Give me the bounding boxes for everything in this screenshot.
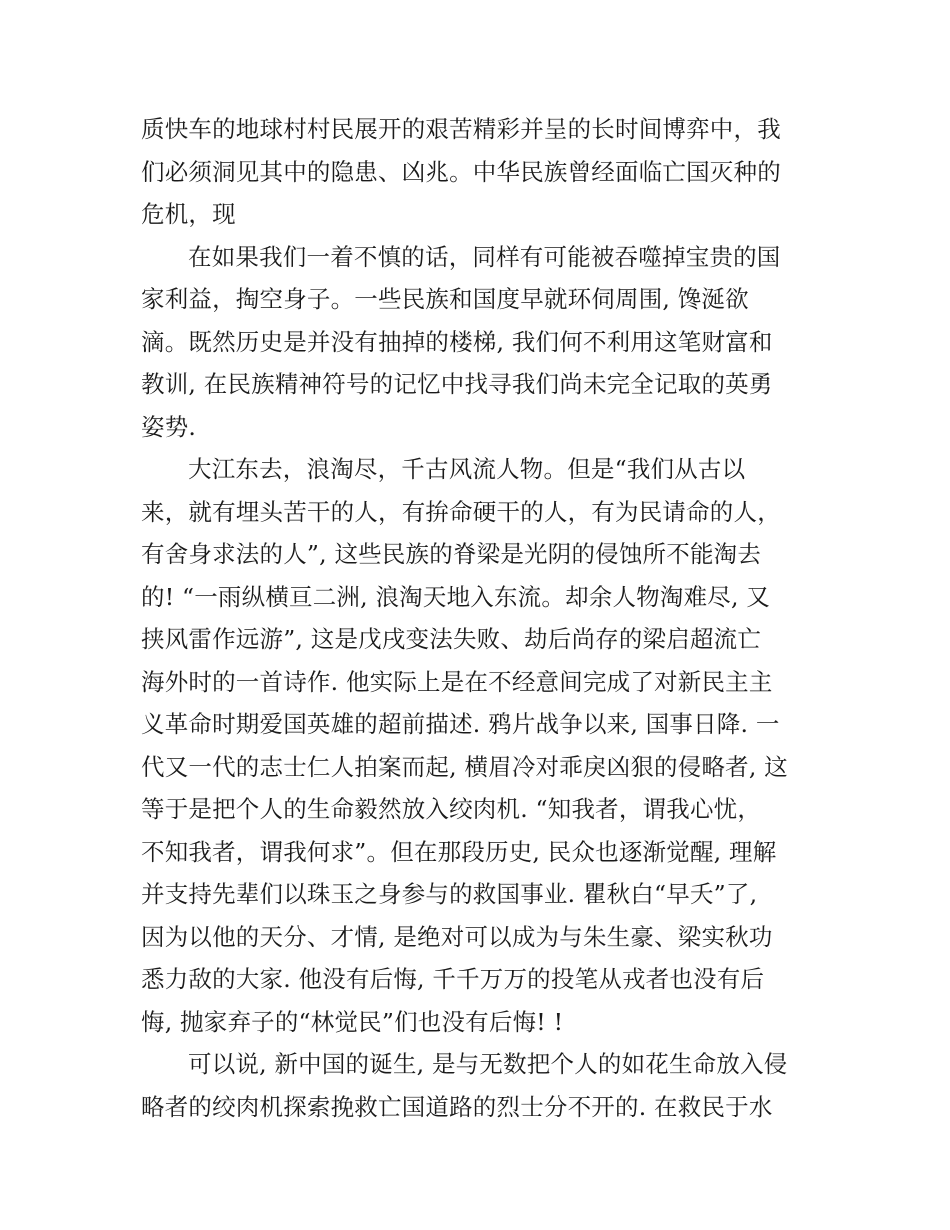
- text-line: 海外时的一首诗作. 他实际上是在不经意间完成了对新民主主: [141, 667, 773, 696]
- text-line: 有舍身求法的人”, 这些民族的脊梁是光阴的侵蚀所不能淘去: [141, 540, 762, 568]
- text-line: 大江东去，浪淘尽，千古风流人物。但是“我们从古以: [188, 455, 746, 483]
- text-line: 家利益，掏空身子。一些民族和国度早就环伺周围, 馋涎欲: [141, 285, 749, 313]
- text-line: 滴。既然历史是并没有抽掉的楼梯, 我们何不利用这笔财富和: [141, 327, 773, 356]
- paragraph-2: [141, 236, 813, 449]
- text-line: 不知我者，谓我何求”。但在那段历史, 民众也逐渐觉醒, 理解: [141, 837, 777, 866]
- text-line: 义革命时期爱国英雄的超前描述. 鸦片战争以来, 国事日降. 一: [141, 710, 780, 738]
- text-line: 可以说, 新中国的诞生, 是与无数把个人的如花生命放入侵: [188, 1050, 788, 1078]
- text-line: 挟风雷作远游”, 这是戊戌变法失败、劫后尚存的梁启超流亡: [141, 625, 762, 653]
- text-line: 因为以他的天分、才情, 是绝对可以成为与朱生豪、梁实秋功: [141, 922, 773, 951]
- text-line: 悉力敌的大家. 他没有后悔, 千千万万的投笔从戎者也没有后: [141, 965, 765, 993]
- text-line: 质快车的地球村村民展开的艰苦精彩并呈的长时间博弈中，我: [141, 115, 781, 143]
- text-line: 略者的绞肉机探索挽救亡国道路的烈士分不开的. 在救民于水: [141, 1092, 773, 1121]
- text-line: 的! “一雨纵横亘二洲, 浪淘天地入东流。却余人物淘难尽, 又: [141, 582, 771, 611]
- text-line: 等于是把个人的生命毅然放入绞肉机. “知我者，谓我心忧，: [141, 795, 762, 823]
- text-line: 来，就有埋头苦干的人，有拚命硬干的人，有为民请命的人，: [141, 497, 781, 526]
- text-line: 在如果我们一着不慎的话，同样有可能被吞噬掉宝贵的国: [188, 242, 781, 271]
- text-line: 教训, 在民族精神符号的记忆中找寻我们尚未完全记取的英勇: [141, 370, 773, 398]
- text-line: 们必须洞见其中的隐患、凶兆。中华民族曾经面临亡国灭种的: [141, 157, 781, 186]
- paragraph-1: [141, 108, 813, 236]
- paragraph-4: [141, 1043, 813, 1128]
- text-line: 危机，现: [141, 200, 236, 228]
- paragraph-3: [141, 448, 813, 1043]
- text-line: 代又一代的志士仁人拍案而起, 横眉冷对乖戾凶狠的侵略者, 这: [141, 752, 788, 781]
- text-line: 姿势.: [141, 412, 197, 441]
- body-text: [141, 108, 813, 1128]
- text-line: 并支持先辈们以珠玉之身参与的救国事业. 瞿秋白“早夭”了,: [141, 880, 758, 908]
- text-line: 悔, 抛家弃子的“林觉民”们也没有后悔! !: [141, 1007, 564, 1036]
